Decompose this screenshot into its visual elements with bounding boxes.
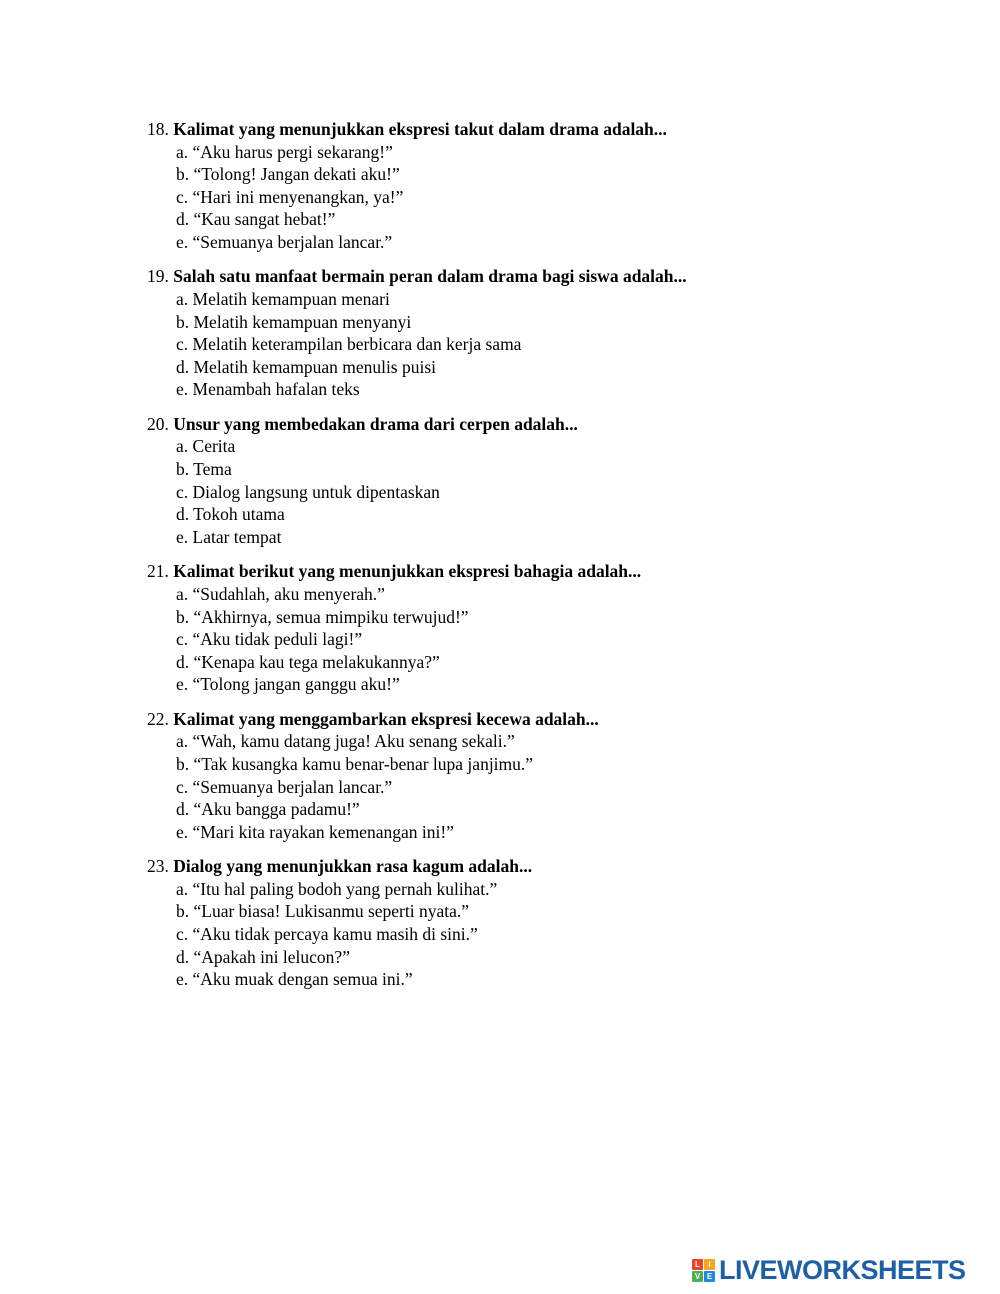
logo-text: LIVEWORKSHEETS	[719, 1254, 966, 1285]
question-19	[147, 265, 947, 400]
question-number: 20.	[147, 413, 169, 434]
question-number: 19.	[147, 266, 169, 287]
option-e: e. “Tolong jangan ganggu aku!”	[176, 674, 400, 695]
option-d: d. “Aku bangga padamu!”	[176, 799, 360, 820]
question-number: 21.	[147, 561, 169, 582]
option-b: b. “Tolong! Jangan dekati aku!”	[176, 164, 400, 185]
option-c: c. “Semuanya berjalan lancar.”	[176, 776, 393, 797]
option-list	[147, 878, 947, 991]
option-b: b. Tema	[176, 459, 232, 480]
option-e: e. “Semuanya berjalan lancar.”	[176, 231, 393, 252]
question-stem	[147, 560, 947, 583]
option-a: a. “Wah, kamu datang juga! Aku senang sekali.”	[176, 731, 515, 752]
logo-icon-cell-e: E	[704, 1271, 715, 1282]
option-d: d. Tokoh utama	[176, 504, 285, 525]
option-d: d. “Kau sangat hebat!”	[176, 209, 336, 230]
question-text: Kalimat yang menggambarkan ekspresi kecewa adalah...	[173, 708, 599, 729]
option-list	[147, 583, 947, 696]
question-22	[147, 708, 947, 843]
option-e: e. Menambah hafalan teks	[176, 379, 360, 400]
question-number: 23.	[147, 856, 169, 877]
option-d: d. Melatih kemampuan menulis puisi	[176, 356, 437, 377]
logo-icon-cell-l: L	[692, 1259, 703, 1270]
option-c: c. Dialog langsung untuk dipentaskan	[176, 481, 440, 502]
question-stem	[147, 855, 947, 878]
question-stem	[147, 265, 947, 288]
option-b: b. “Tak kusangka kamu benar-benar lupa janjimu.”	[176, 753, 534, 774]
option-list	[147, 435, 947, 548]
option-e: e. Latar tempat	[176, 526, 282, 547]
option-c: c. “Aku tidak peduli lagi!”	[176, 629, 363, 650]
option-a: a. “Sudahlah, aku menyerah.”	[176, 583, 385, 604]
question-stem	[147, 708, 947, 731]
question-stem	[147, 118, 947, 141]
logo-icon-cell-v: V	[692, 1271, 703, 1282]
question-text: Kalimat yang menunjukkan ekspresi takut dalam drama adalah...	[173, 119, 667, 139]
question-21	[147, 560, 947, 695]
question-text: Dialog yang menunjukkan rasa kagum adalah...	[173, 856, 533, 877]
option-a: a. Melatih kemampuan menari	[176, 288, 390, 309]
option-c: c. Melatih keterampilan berbicara dan kerja sama	[176, 334, 522, 355]
question-20	[147, 413, 947, 548]
question-text: Kalimat berikut yang menunjukkan ekspresi bahagia adalah...	[173, 561, 642, 582]
option-e: e. “Mari kita rayakan kemenangan ini!”	[176, 821, 454, 842]
option-a: a. “Aku harus pergi sekarang!”	[176, 141, 393, 162]
option-d: d. “Kenapa kau tega melakukannya?”	[176, 651, 440, 672]
question-stem	[147, 413, 947, 436]
option-c: c. “Aku tidak percaya kamu masih di sini.”	[176, 924, 478, 945]
option-a: a. Cerita	[176, 436, 236, 457]
logo-icon	[692, 1259, 715, 1282]
question-number: 22.	[147, 708, 169, 729]
question-list	[147, 118, 947, 1003]
question-18	[147, 118, 947, 253]
option-b: b. “Luar biasa! Lukisanmu seperti nyata.”	[176, 901, 470, 922]
option-a: a. “Itu hal paling bodoh yang pernah kulihat.”	[176, 878, 498, 899]
option-d: d. “Apakah ini lelucon?”	[176, 946, 350, 967]
option-list	[147, 730, 947, 843]
option-b: b. Melatih kemampuan menyanyi	[176, 311, 412, 332]
option-e: e. “Aku muak dengan semua ini.”	[176, 969, 413, 990]
logo-icon-cell-i: I	[704, 1259, 715, 1270]
liveworksheets-logo	[692, 1256, 966, 1284]
question-text: Salah satu manfaat bermain peran dalam drama bagi siswa adalah...	[173, 266, 687, 287]
option-b: b. “Akhirnya, semua mimpiku terwujud!”	[176, 606, 469, 627]
question-text: Unsur yang membedakan drama dari cerpen adalah...	[173, 413, 578, 434]
question-23	[147, 855, 947, 990]
question-number: 18.	[147, 119, 169, 139]
option-list	[147, 288, 947, 401]
option-list	[147, 141, 947, 254]
option-c: c. “Hari ini menyenangkan, ya!”	[176, 186, 404, 207]
